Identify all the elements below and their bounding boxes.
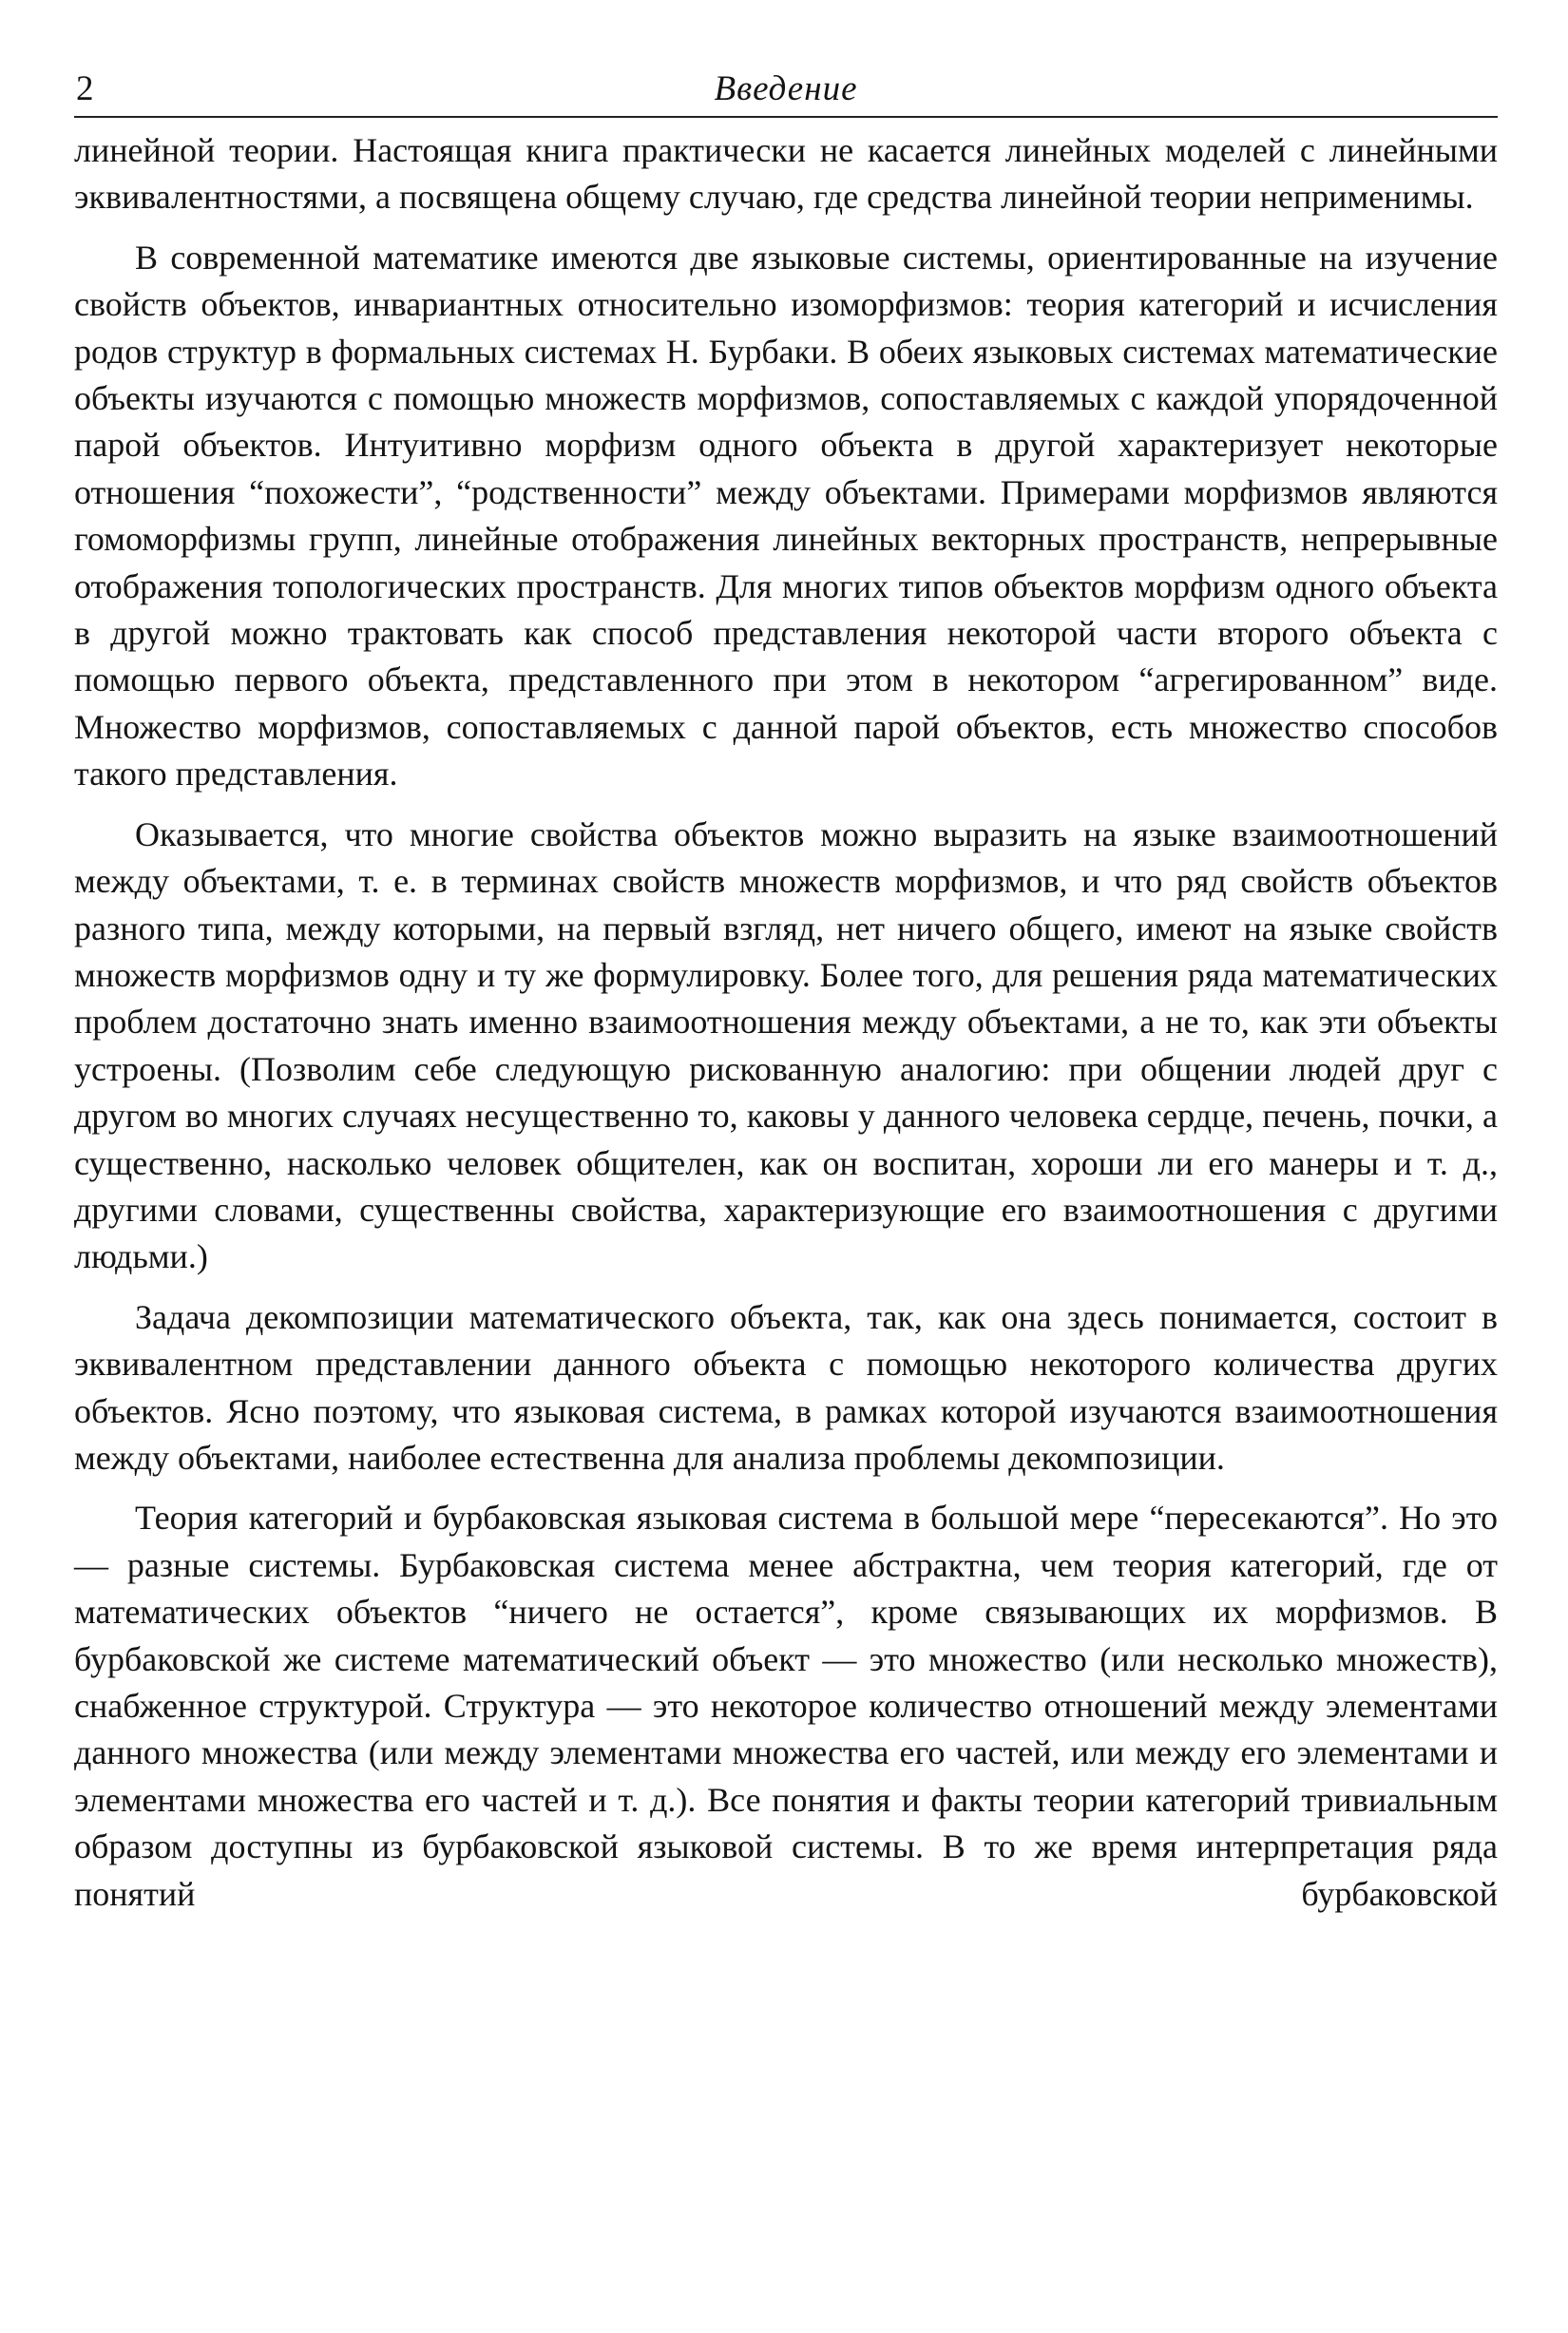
paragraph-relations-between-objects: Оказывается, что многие свойства объектов можно выразить на языке взаимоотношений между объектами, т. е. в терминах свойств множеств морфизмов, и что ряд свойств объектов разного типа, между которыми, на первый взгляд, нет ничего общего, имеют на языке свойств множеств морфизмов одну и ту же формулировку. Более того, для решения ряда математических проблем достаточно знать именно взаимоотношения между объектами, а не то, как эти объекты устроены. (Позволим себе следующую рискованную аналогию: при общении людей друг с другом во многих случаях несущественно то, каковы у данного человека сердце, печень, почки, а существенно, насколько человек общителен, как он воспитан, хороши ли его манеры и т. д., другими словами, существенны свойства, характеризующие его взаимоотношения с другими людьми.) bbox=[74, 814, 1498, 1276]
running-title: Введение bbox=[714, 69, 858, 108]
running-head bbox=[74, 67, 1498, 118]
paragraph-language-systems: В современной математике имеются две языковые системы, ориентированные на изучение свойств объектов, инвариантных относительно изоморфизмов: теория категорий и исчисления родов структур в формальных системах Н. Бурбаки. В обеих языковых системах математические объекты изучаются с помощью множеств морфизмов, сопоставляемых с каждой упорядоченной парой объектов. Интуитивно морфизм одного объекта в другой характеризует некоторые отношения “похожести”, “родственности” между объектами. Примерами морфизмов являются гомоморфизмы групп, линейные отображения линейных векторных пространств, непрерывные отображения топологических пространств. Для многих типов объектов морфизм одного объекта в другой можно трактовать как способ представления некоторой части второго объекта с помощью первого объекта, представленного при этом в некотором “агрегированном” виде. Множество морфизмов, сопоставляемых с данной парой объектов, есть множество способов такого представления. bbox=[74, 238, 1498, 794]
book-page bbox=[74, 67, 1498, 1931]
paragraph-continuation: линейной теории. Настоящая книга практически не касается линейных моделей с линейными эквивалентностями, а посвящена общему случаю, где средства линейной теории неприменимы. bbox=[74, 131, 1498, 217]
body-text bbox=[74, 127, 1498, 1918]
page-number: 2 bbox=[76, 69, 94, 108]
paragraph-decomposition-task: Задача декомпозиции математического объекта, так, как она здесь понимается, состоит в эквивалентном представлении данного объекта с помощью некоторого количества других объектов. Ясно поэтому, что языковая система, в рамках которой изучаются взаимоотношения между объектами, наиболее естественна для анализа проблемы декомпозиции. bbox=[74, 1297, 1498, 1477]
paragraph-category-theory-vs-bourbaki: Теория категорий и бурбаковская языковая система в большой мере “пересекаются”. Но это — разные системы. Бурбаковская система менее абстрактна, чем теория категорий, где от математических объектов “ничего не остается”, кроме связывающих их морфизмов. В бурбаковской же системе математический объект — это множество (или несколько множеств), снабженное структурой. Структура — это некоторое количество отношений между элементами данного множества (или между элементами множества его частей, или между его элементами и элементами множества его частей и т. д.). Все понятия и факты теории категорий тривиальным образом доступны из бурбаковской языковой системы. В то же время интерпретация ряда понятий бурбаковской bbox=[74, 1499, 1498, 1913]
